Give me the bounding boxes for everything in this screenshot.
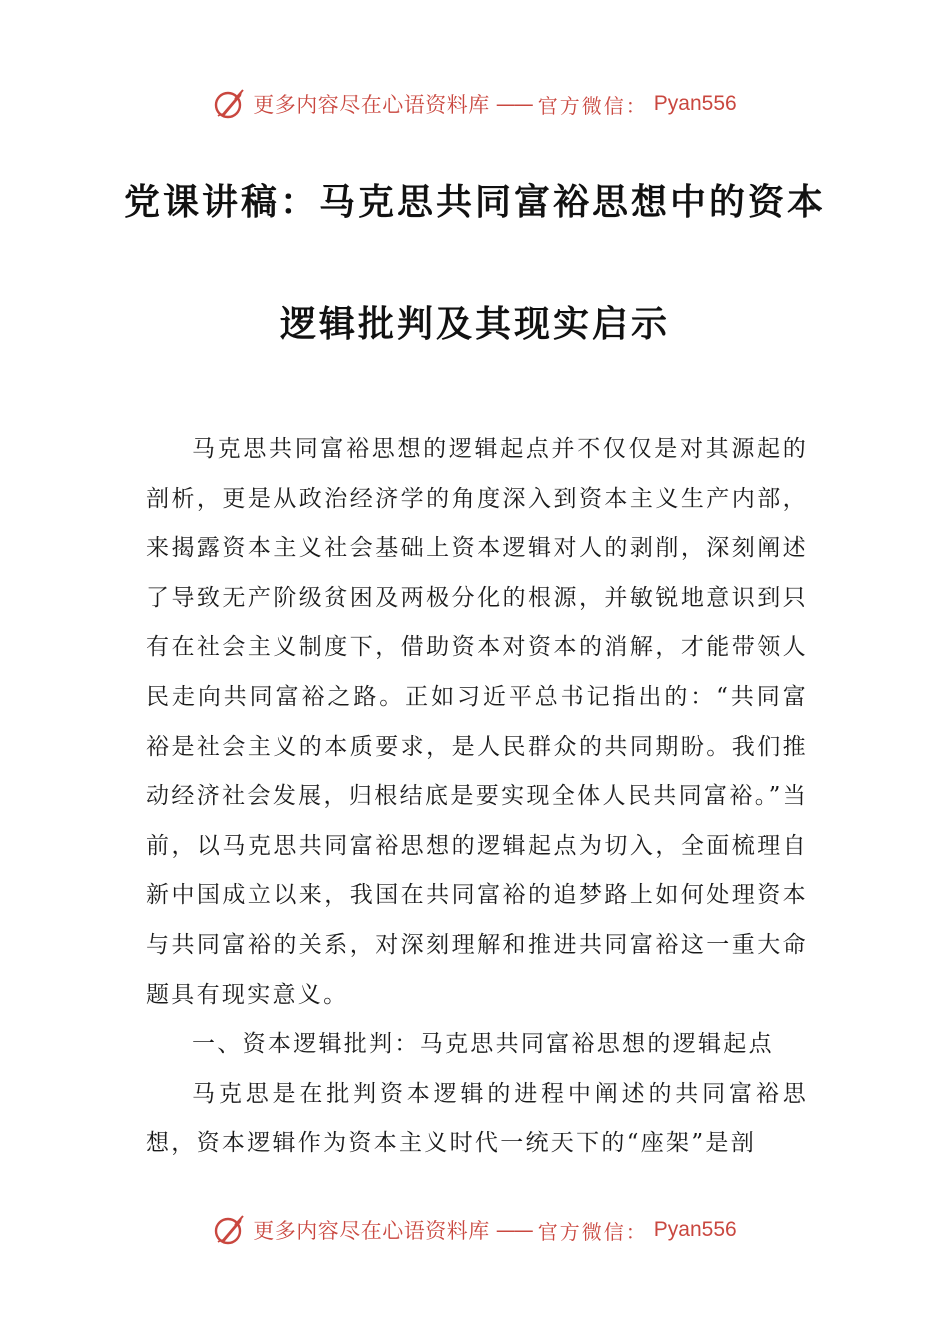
watermark-brand-text: 更多内容尽在心语资料库 (253, 1219, 490, 1243)
quill-pen-logo-icon (213, 1213, 247, 1247)
document-body (146, 425, 808, 1169)
document-title-line-1: 党课讲稿：马克思共同富裕思想中的资本 (123, 182, 826, 223)
watermark-header (0, 84, 950, 124)
watermark-wechat-id: Pyan556 (653, 1218, 737, 1241)
watermark-dash: —— (495, 1218, 532, 1242)
section-heading-1: 一、资本逻辑批判：马克思共同富裕思想的逻辑起点 (192, 1031, 774, 1058)
watermark-wechat-label: 官方微信： (537, 1219, 648, 1244)
watermark-wechat-label: 官方微信： (537, 93, 648, 118)
document-title-line-2: 逻辑批判及其现实启示 (279, 304, 670, 345)
body-paragraph-intro: 马克思共同富裕思想的逻辑起点并不仅仅是对其源起的剖析，更是从政治经济学的角度深入到资本主义生产内部，来揭露资本主义社会基础上资本逻辑对人的剥削，深刻阐述了导致无产阶级贫困及两极分化的根源，并敏锐地意识到只有在社会主义制度下，借助资本对资本的消解，才能带领人民走向共同富裕之路。正如习近平总书记指出的：“共同富裕是社会主义的本质要求，是人民群众的共同期盼。我们推动经济社会发展，归根结底是要实现全体人民共同富裕。”当前，以马克思共同富裕思想的逻辑起点为切入，全面梳理自新中国成立以来，我国在共同富裕的追梦路上如何处理资本与共同富裕的关系，对深刻理解和推进共同富裕这一重大命题具有现实意义。 (146, 436, 808, 1008)
quill-pen-logo-icon (213, 87, 247, 121)
watermark-wechat-id: Pyan556 (653, 92, 737, 115)
watermark-brand-text: 更多内容尽在心语资料库 (253, 93, 490, 117)
body-paragraph-section-1: 马克思是在批判资本逻辑的进程中阐述的共同富裕思想，资本逻辑作为资本主义时代一统天下的“座架”是剖 (146, 1080, 808, 1157)
watermark-footer (0, 1210, 950, 1250)
watermark-dash: —— (495, 92, 532, 116)
